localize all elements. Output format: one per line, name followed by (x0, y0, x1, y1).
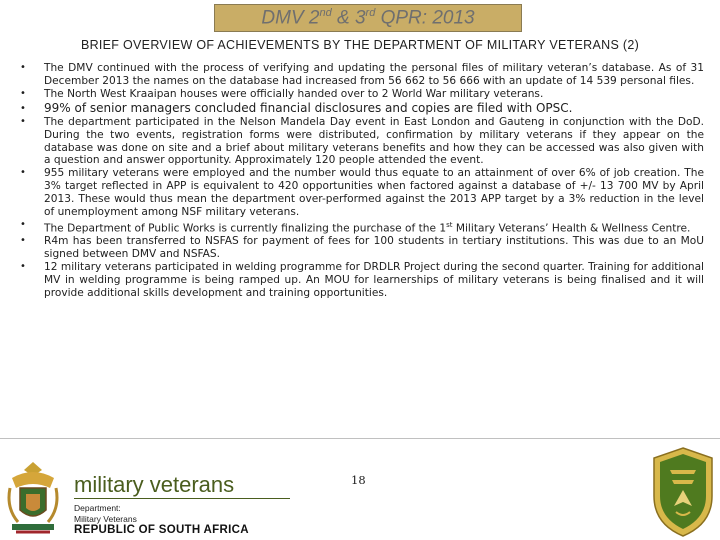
brand-underline (74, 498, 290, 499)
bullet-dot: • (20, 167, 26, 179)
military-veterans-badge-icon (648, 446, 718, 538)
bullet-dot: • (20, 115, 26, 127)
bullet-item: • 12 military veterans participated in welding programme for DRDLR Project during the second quarter. Training for additional MV in welding programme is being ramped up. An MOU for learnerships of military veterans is being finalised and it will provide additional skills development and training opportunities. (20, 261, 704, 300)
slide-heading: BRIEF OVERVIEW OF ACHIEVEMENTS BY THE DEPARTMENT OF MILITARY VETERANS (2) (80, 38, 640, 52)
bullet-dot: • (20, 87, 26, 99)
bullet-item: • The Department of Public Works is currently finalizing the purchase of the 1st Military Veterans’ Health & Wellness Centre. (20, 218, 691, 235)
bullet-item: • 955 military veterans were employed and the number would thus equate to an attainment of over 6% of job creation. The 3% target reflected in APP is equivalent to 420 opportunities when factored against a database of +/- 13 700 MV by April 2013. These would thus mean the department over-performed against the 2013 APP target by a 3% reduction in the level of unemployment among NSF military veterans. (20, 167, 704, 219)
country-label: REPUBLIC OF SOUTH AFRICA (74, 524, 249, 536)
banner-title: DMV 2nd & 3rd QPR: 2013 (261, 6, 475, 29)
bullet-dot: • (20, 62, 26, 73)
department-label: Department: Military Veterans (74, 503, 137, 524)
page-number: 18 (351, 473, 366, 487)
bullet-item: • The DMV continued with the process of verifying and updating the personal files of military veteran’s database. As of 31 December 2013 the names on the database had increased from 56 662 to 56 666 with an update of 14 539 personal files. (20, 62, 704, 87)
bullet-item: • The North West Kraaipan houses were officially handed over to 2 World War military veterans. (20, 87, 544, 100)
coat-of-arms-icon (2, 458, 64, 540)
bullet-dot: • (20, 218, 26, 230)
bullet-item: • R4m has been transferred to NSFAS for payment of fees for 100 students in tertiary institutions. This was due to an MoU signed between DMV and NSFAS. (20, 235, 704, 261)
brand-name: military veterans (74, 472, 235, 497)
bullet-dot: • (20, 235, 26, 247)
bullet-item: • The department participated in the Nelson Mandela Day event in East London and Gauteng in conjunction with the DoD. During the two events, registration forms were distributed, confirmation by military veterans if they appear on the database was done on site and a brief about military veterans benefits and how they can be accessed was also given with a question and answer opportunity. Approximately 120 people attended the event. (20, 115, 704, 167)
bullet-list (18, 62, 704, 300)
footer-divider (0, 438, 720, 439)
bullet-dot: • (20, 261, 26, 273)
title-banner (214, 4, 522, 32)
bullet-dot: • (20, 102, 26, 114)
bullet-item: • 99% of senior managers concluded financial disclosures and copies are filed with OPSC. (20, 100, 573, 115)
